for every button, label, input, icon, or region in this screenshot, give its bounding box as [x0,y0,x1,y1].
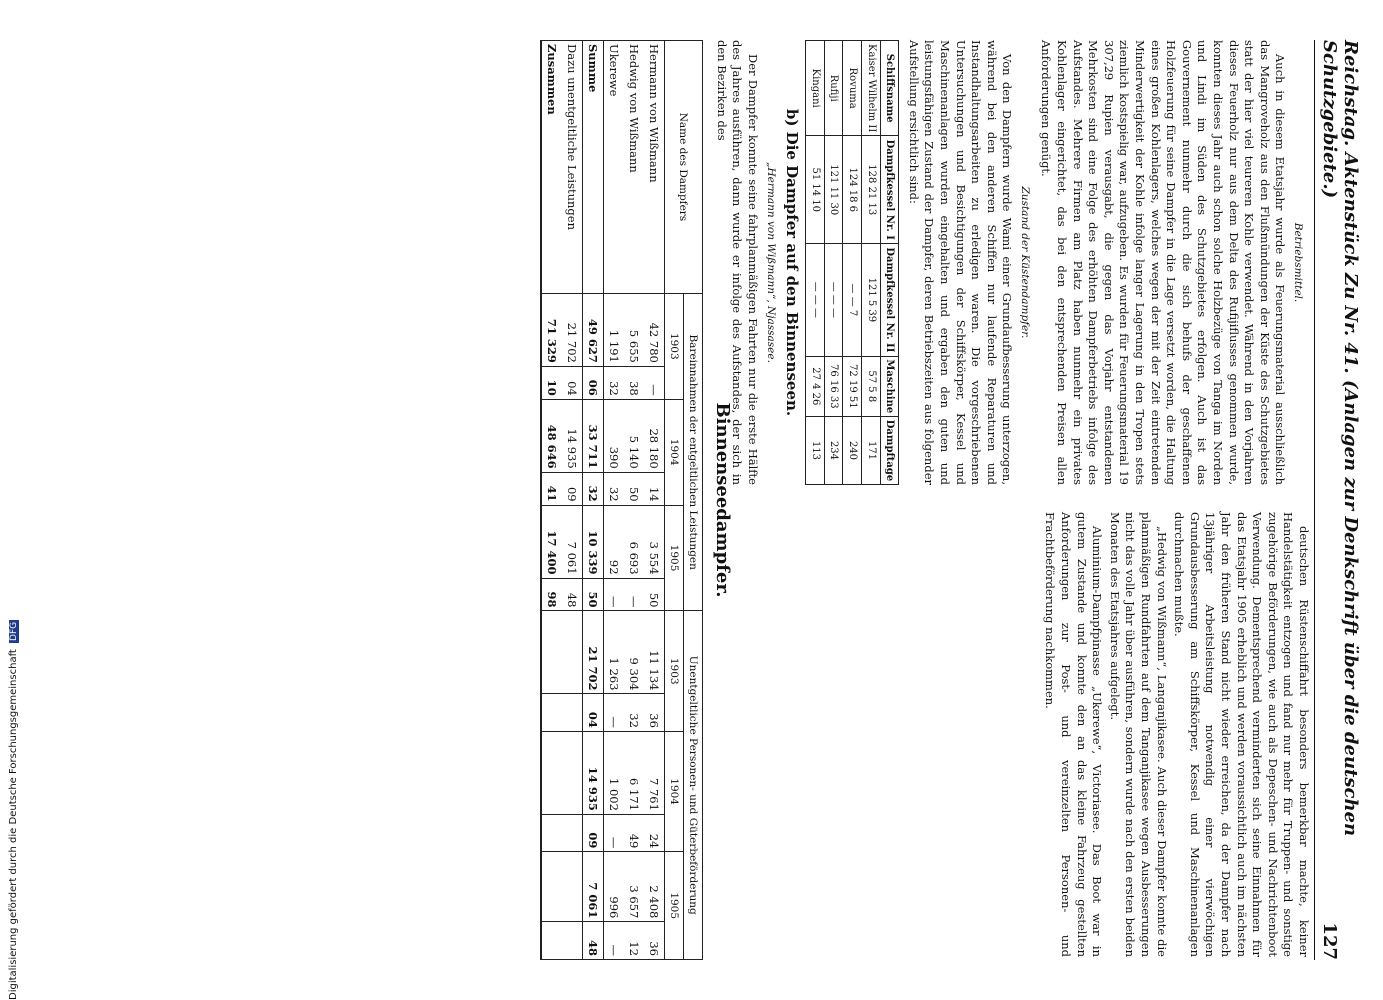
paragraph: Aluminium-Dampfpinasse „Ukerewe“, Victoriasee. Das Boot war in gutem Zustande und konnte den an das kleine Fahrzeug gestellten Anforderungen zur Post- und vereinzelten Personen- und Frachtbeförderung nachkommen. [1043,512,1105,957]
table-header: Name des Dampfers [665,41,703,294]
table-header: Dampfkessel Nr. II [880,244,899,357]
table-cell: 27 4 26 [806,356,825,416]
table-cell: 121 5 39 [861,244,880,357]
year-header: 1905 [665,852,684,960]
amount-rupien: 996 [604,852,625,922]
table-row [644,41,665,960]
paragraph: deutschen Rüstenschiffahrt besonders bemerkbar machte, keiner Handelstätigkeit entzogen und fand nur mehr für Truppen- und sonstige zugehörige Beförderungen, wie auch als Depeschen- und Nachrichtenboot Verwendung. Dementsprechend verminderten sich seine Einnahmen für das Etatsjahr 1905 erheblich und werden voraussichtlich auch im nächsten Jahr den früheren Stand nicht wieder erreichen, da der Dampfer nach 13jähriger Arbeitsleistung notwendig einer vierwöchigen Grundausbesserung am Schiffskörper, Kessel und Maschinenanlagen durchmachen mußte. [1172,512,1311,957]
table-cell: 171 [861,416,880,484]
amount-rupien: 11 134 [644,611,665,694]
amount-heller: 09 [562,472,583,505]
amount-rupien: 3 657 [624,852,644,922]
amount-rupien: 1 263 [604,611,625,694]
amount-heller: — [624,578,644,611]
table-cell: 57 5 8 [861,356,880,416]
steamer-name: Hedwig von Wißmann [624,41,644,294]
table-cell: — — — [824,244,843,357]
amount-rupien: 5 655 [624,293,644,366]
amount-rupien: 49 627 [583,293,604,366]
amount-rupien: 7 761 [644,731,665,814]
steamer-name: Hermann von Wißmann [644,41,665,294]
amount-heller: 41 [541,472,562,505]
amount-rupien: 1 002 [604,731,625,814]
right-column [1040,512,1311,957]
page-number: 127 [1319,922,1340,960]
amount-heller: 32 [604,366,625,399]
table-cell: 128 21 13 [861,136,880,244]
table-caption: Binnenseedampfer. [712,402,733,598]
funding-sidebar [8,0,28,1000]
amount-rupien: 17 400 [541,505,562,578]
table-header: Maschine [880,356,899,416]
year-header: 1904 [665,731,684,851]
amount-heller: 48 [583,922,604,960]
amount-heller: 50 [644,578,665,611]
amount-heller: 49 [624,814,644,851]
steamer-name: Dazu unentgeltliche Leistungen [562,41,583,294]
section-title: b) Die Dampfer auf den Binnenseen. [783,108,802,417]
amount-heller: 09 [583,814,604,851]
amount-rupien: 3 554 [644,505,665,578]
amount-rupien: 1 191 [604,293,625,366]
table-row [861,41,880,485]
amount-heller [562,694,583,731]
year-header: 1905 [665,505,684,611]
amount-heller: — [604,922,625,960]
table-cell: — — 7 [843,244,862,357]
amount-rupien: 5 140 [624,399,644,472]
amount-heller: 06 [583,366,604,399]
amount-heller: 32 [604,472,625,505]
inland-steamer-table [540,40,703,960]
amount-rupien: 28 180 [644,399,665,472]
amount-heller: — [604,814,625,851]
amount-rupien: 21 702 [562,293,583,366]
table-header: Bareinnahmen der entgeltlichen Leistungen [684,293,703,611]
amount-rupien: 48 646 [541,399,562,472]
paragraph: „Hedwig von Wißmann“, Langanjikasee. Auch dieser Dampfer konnte die planmäßigen Rundfahrten auf dem Tanganjikasee wegen Ausbesserungen nicht das volle Jahr über ausführen, sondern wurde nach den ersten beiden Monaten des Etatsjahres aufgelegt. [1107,512,1169,957]
amount-rupien: 6 171 [624,731,644,814]
amount-heller: — [644,366,665,399]
amount-rupien: 42 780 [644,293,665,366]
table-row [806,41,825,485]
amount-heller: — [604,694,625,731]
table-row [541,41,562,960]
funding-note [8,620,19,1000]
table-cell: 72 19 51 [843,356,862,416]
amount-rupien [562,731,583,814]
table-cell: Rufiji [824,41,843,136]
table-cell: Rovuma [843,41,862,136]
amount-rupien: 14 935 [583,731,604,814]
table-cell: Kaiser Wilhelm II [861,41,880,136]
funding-text: Digitalisierung gefördert durch die Deutsche Forschungsgemeinschaft [8,649,19,1000]
amount-heller: 12 [624,922,644,960]
paragraph: Von den Dampfern wurde Wami einer Grundaufbesserung unterzogen, während bei den anderen Schiffen nur laufende Reparaturen und Instandhaltungsarbeiten zu erledigen waren. Die vorgeschriebenen Untersuchungen und Besichtigungen der Schiffskörper, Kessel und Maschinenanlagen wurden eingehalten und ergaben den guten und leistungsfähigen Zustand der Dampfer, deren Betriebszeiten aus folgender Aufstellung ersichtlich sind: [906,40,1015,485]
amount-heller [541,694,562,731]
amount-rupien [541,852,562,922]
amount-rupien: 14 935 [562,399,583,472]
table-row [624,41,644,960]
amount-rupien: 21 702 [583,611,604,694]
amount-rupien: 6 693 [624,505,644,578]
table-cell: 51 14 10 [806,136,825,244]
amount-rupien [562,852,583,922]
page-header [1314,40,1361,960]
amount-heller: 38 [624,366,644,399]
amount-heller [541,814,562,851]
amount-rupien: 7 061 [562,505,583,578]
table-cell: 121 11 30 [824,136,843,244]
amount-heller: 10 [541,366,562,399]
amount-heller [562,814,583,851]
amount-heller: 32 [624,694,644,731]
year-header: 1904 [665,399,684,505]
paragraph: Auch in diesem Etatsjahr wurde als Feuerungsmaterial ausschließlich das Mangroveholz aus den Flußmündungen der Küste des Schutzgebietes statt der hier viel teureren Kohle verwendet. Während in den Vorjahren dieses Feuerholz nur aus dem Delta des Rufijiflusses genommen wurde, konnten dieses Jahr auch schon solche Holzbezüge von Tanga im Norden und Lindi im Süden des Schutzgebietes erfolgen. Auch ist das Gouvernement nunmehr durch die sich behufs der geschaffenen Holzfeuerung für seine Dampfer in die Lage versetzt worden, die Haltung eines großen Kohlenlagers, welches wegen der mit der Zeit eintretenden Minderwertigkeit der Kohle infolge langer Lagerung in den Tropen stets ziemlich kostspielig war, aufzugeben. Es wurden für Feuerungsmaterial 19 307,29 Rupien verausgabt, die gegen das Vorjahr entstandenen Mehrkosten sind eine Folge des erhöhten Dampferbetriebs infolge des Aufstandes. Mehrere Firmen am Platz haben nunmehr ein privates Kohlenlager eingerichtet, das bei den entsprechenden Preisen allen Anforderungen genügt. [1039,40,1288,485]
table-row [824,41,843,485]
table-row [604,41,625,960]
amount-heller: 98 [541,578,562,611]
amount-rupien: 7 061 [583,852,604,922]
amount-rupien: 2 408 [644,852,665,922]
amount-heller: 50 [583,578,604,611]
year-header: 1903 [665,293,684,399]
table-cell: 124 18 6 [843,136,862,244]
table-cell: 234 [824,416,843,484]
table-cell: 113 [806,416,825,484]
amount-rupien: 71 329 [541,293,562,366]
steamer-name: Zusammen [541,41,562,294]
amount-rupien: 92 [604,505,625,578]
amount-rupien: 9 304 [624,611,644,694]
amount-heller: 48 [562,578,583,611]
amount-heller: 04 [562,366,583,399]
amount-rupien [541,611,562,694]
amount-heller: 32 [583,472,604,505]
table-cell: — — — [806,244,825,357]
steamer-table [805,40,899,485]
left-column [711,40,1311,485]
amount-heller: 50 [624,472,644,505]
amount-heller: 36 [644,922,665,960]
amount-heller: 24 [644,814,665,851]
amount-heller [562,922,583,960]
amount-heller: 36 [644,694,665,731]
table-row [843,41,862,485]
table-row [562,41,583,960]
amount-rupien: 390 [604,399,625,472]
table-header: Dampfkessel Nr. I [880,136,899,244]
table-header: Dampftage [880,416,899,484]
table-row [583,41,604,960]
table-cell: 76 16 33 [824,356,843,416]
amount-rupien: 10 339 [583,505,604,578]
amount-rupien: 33 711 [583,399,604,472]
amount-heller [541,922,562,960]
table-header: Unentgeltliche Personen- und Güterbeförderung [684,611,703,960]
amount-rupien [541,731,562,814]
amount-heller: 14 [644,472,665,505]
amount-rupien [562,611,583,694]
section-heading: Zustand der Küstendampfer. [1018,186,1031,339]
paragraph: Der Dampfer konnte seine fahrplanmäßigen Fahrten nur die erste Hälfte des Jahres ausführen, dann wurde er infolge des Aufstandes, der sich in den Bezirken des [714,40,760,485]
table-cell: Kingani [806,41,825,136]
header-title: Reichstag. Aktenstück Zu Nr. 41. (Anlagen zur Denkschrift über die deutschen Schutzgebiete.) [1319,40,1361,837]
year-header: 1903 [665,611,684,731]
steamer-name: Ukerewe [604,41,625,294]
section-subtitle: „Hermann von Wißmann“, Njassasee. [764,162,777,363]
steamer-name: Summe [583,41,604,294]
table-cell: 240 [843,416,862,484]
table-header: Schiffsname [880,41,899,136]
amount-heller: — [604,578,625,611]
dfg-logo: DFG [9,621,19,641]
amount-heller: 04 [583,694,604,731]
section-heading: Betriebsmittel. [1292,222,1304,303]
